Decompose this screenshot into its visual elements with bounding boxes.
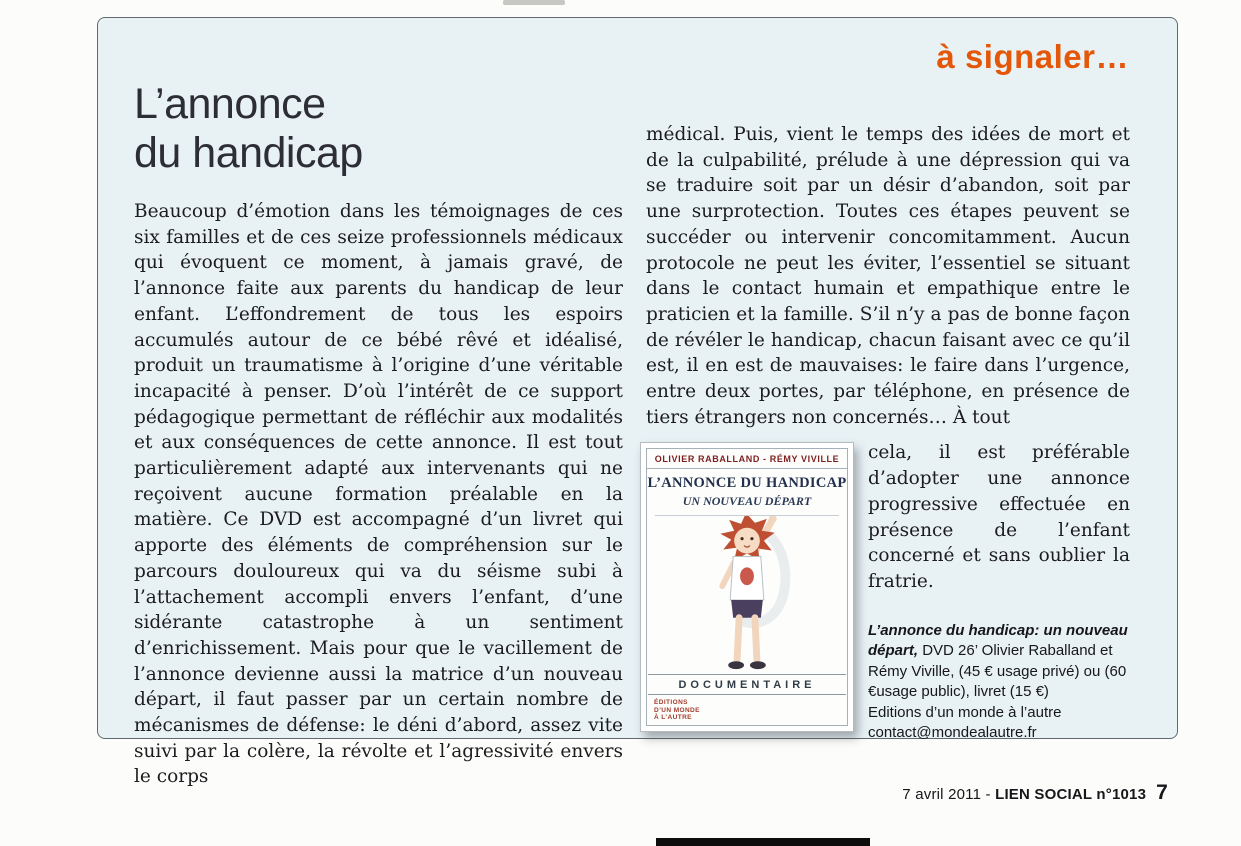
publisher-line-3: À L’AUTRE <box>654 714 692 722</box>
scan-artifact-bottom <box>656 838 870 846</box>
article-panel <box>97 17 1178 788</box>
dvd-cover-subtitle: UN NOUVEAU DÉPART <box>655 492 839 516</box>
section-label: à signaler… <box>936 38 1129 75</box>
dvd-cover-authors: OLIVIER RABALLAND - RÉMY VIVILLE <box>647 449 847 469</box>
caption-publisher: Editions d’un monde à l’autre <box>868 703 1062 721</box>
article-paragraph-right-wrap: cela, il est préférable d’adopter une annonce progressive effectuée en présence de l’enfant concerné et sans oublier la fratrie. <box>868 442 1130 592</box>
footer-page-number: 7 <box>1156 781 1168 804</box>
article-column-right <box>646 122 1130 744</box>
dvd-cover-title: L’ANNONCE DU HANDICAP <box>647 475 847 492</box>
publisher-line-1: ÉDITIONS <box>654 699 688 707</box>
publisher-logo-text <box>654 699 700 722</box>
caption-contact-email: contact@mondealautre.fr <box>868 724 1037 742</box>
footer-date: 7 avril 2011 - <box>902 786 991 803</box>
article-title-line2: du handicap <box>134 129 363 177</box>
scan-artifact-top <box>503 0 565 5</box>
article-paragraph-right-top: médical. Puis, vient le temps des idées de mort et de la culpabilité, prélude à une dépression qui va se traduire soit par un désir d’abandon, soit par une surprotection. Toutes ces étapes peuvent se succéder ou intervenir concomitamment. Aucun protocole ne peut les éviter, l’essentiel se situant dans le contact humain et empathique entre le praticien et la famille. S’il n’y a pas de bonne façon de révéler le handicap, chacun faisant avec ce qu’il est, il en est de mauvaises: le faire dans l’urgence, entre deux portes, par téléphone, en présence de tiers étrangers non concernés… À tout <box>646 124 1130 428</box>
dvd-cover-frame <box>646 448 848 726</box>
dvd-block <box>646 440 1130 743</box>
article-title-line1: L’annonce <box>134 80 326 128</box>
caption-details: DVD 26’ Olivier Raballand et Rémy Viville, (45 € usage privé) ou (60 €usage public), livret (15 €) <box>868 642 1127 701</box>
footer-magazine-title: LIEN SOCIAL n°1013 <box>995 786 1147 803</box>
article-title <box>134 80 363 178</box>
publisher-line-2: D’UN MONDE <box>654 706 700 714</box>
dvd-cover-genre: DOCUMENTAIRE <box>648 674 846 695</box>
dvd-cover-illustration <box>647 516 847 674</box>
caption-title: L’annonce du handicap: un nouveau départ, <box>868 621 1128 660</box>
page-footer <box>902 781 1168 805</box>
article-column-left <box>134 199 623 790</box>
article-paragraph-left: Beaucoup d’émotion dans les témoignages de ces six familles et de ces seize professionnels médicaux qui évoquent ce moment, à jamais gravé, de l’annonce faite aux parents du handicap de leur enfant. L’effondrement de tous les espoirs accumulés autour de ce bébé rêvé et idéalisé, produit un traumatisme à l’origine d’une véritable incapacité à penser. D’où l’intérêt de ce support pédagogique permettant de réfléchir aux modalités et aux conséquences de cette annonce. Il est tout particulièrement adapté aux intervenants qui ne reçoivent aucune formation préalable en la matière. Ce DVD est accompagné d’un livret qui apporte des éléments de compréhension sur le parcours douloureux qui va du séisme subi à l’attachement accompli envers l’enfant, d’une sidérante catastrophe à un sentiment d’enrichissement. Mais pour que le vacillement de l’annonce devienne aussi la matrice d’un nouveau départ, il faut passer par un certain nombre de mécanismes de défense: le déni d’abord, assez vite suivi par la colère, la révolte et l’agressivité envers le corps <box>134 201 623 788</box>
dvd-cover-image <box>640 442 854 732</box>
girl-illustration <box>691 516 803 674</box>
dvd-cover-publisher <box>647 695 847 725</box>
